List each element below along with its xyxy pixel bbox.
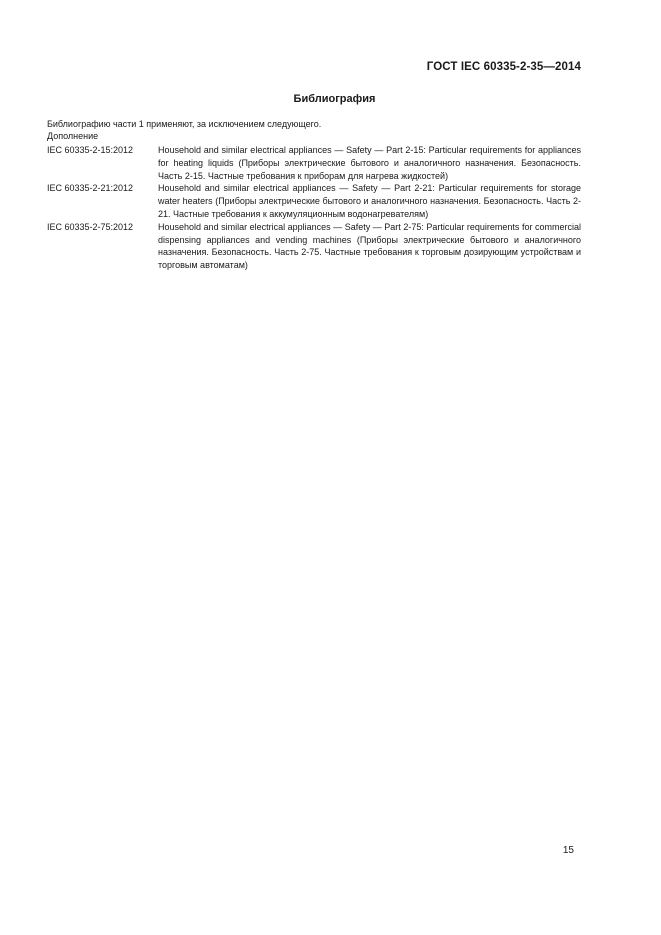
intro-block	[47, 118, 321, 142]
reference-code: IEC 60335-2-75:2012	[47, 221, 134, 232]
reference-item	[47, 182, 581, 220]
reference-code: IEC 60335-2-15:2012	[47, 145, 134, 155]
reference-text: Household and similar electrical appliances — Safety — Part 2-15: Particular requirements for appliances for heating liquids (Приборы электрические бытового и аналогичного назначения. Безопасность. Часть 2-15. Частные требования к приборам для нагрева жидкостей)	[158, 145, 581, 181]
intro-supplement-label: Дополнение	[47, 131, 99, 141]
reference-code: IEC 60335-2-21:2012	[47, 183, 134, 194]
reference-text: Household and similar electrical appliances — Safety — Part 2-75: Particular requirements for commercial dispensing appliances and vending machines (Приборы электрические бытового и аналогичного назначения. Безопасность. Часть 2-75. Частные требования к торговым дозирующим устройствам и торговым автоматам)	[158, 221, 581, 271]
reference-list	[47, 144, 581, 272]
page-number: 15	[562, 845, 574, 856]
document-code: ГОСТ IEC 60335-2-35—2014	[426, 61, 581, 73]
intro-text: Библиографию части 1 применяют, за исключением следующего.	[47, 119, 322, 129]
section-title: Библиография	[293, 93, 376, 105]
reference-text: Household and similar electrical appliances — Safety — Part 2-21: Particular requirements for storage water heaters (Приборы электрические бытового и аналогичного назначения. Безопасность. Часть 2-21. Частные требования к аккумуляционным водонагревателям)	[158, 183, 581, 219]
reference-item	[47, 221, 581, 272]
reference-item	[47, 144, 581, 182]
